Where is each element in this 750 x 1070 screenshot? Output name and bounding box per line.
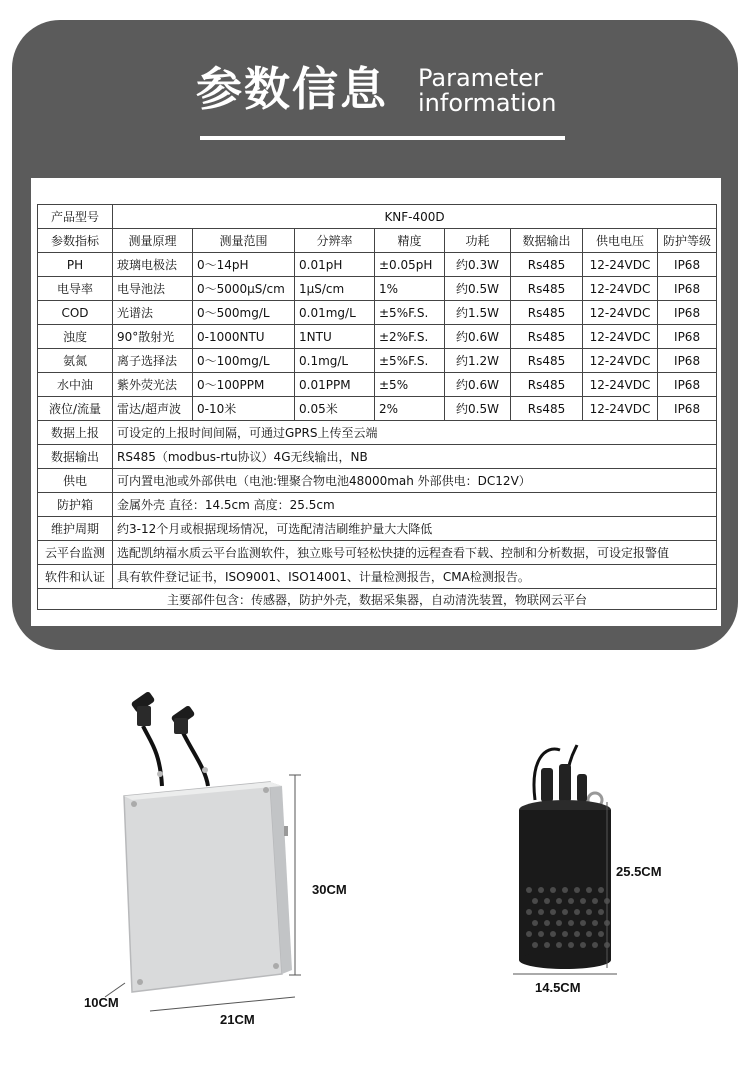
components-row (38, 589, 717, 610)
vent-hole (526, 887, 532, 893)
table-cell: 90°散射光 (113, 325, 193, 349)
info-row (38, 541, 717, 565)
table-cell: 0-1000NTU (193, 325, 295, 349)
table-cell: 电导池法 (113, 277, 193, 301)
spec-sheet (31, 178, 721, 626)
table-cell: 光谱法 (113, 301, 193, 325)
table-cell: 约0.6W (445, 325, 511, 349)
table-cell: ±2%F.S. (375, 325, 445, 349)
table-cell: Rs485 (511, 277, 583, 301)
table-cell: 0～14pH (193, 253, 295, 277)
vent-hole (538, 909, 544, 915)
info-value: 可设定的上报时间间隔，可通过GPRS上传至云端 (113, 421, 717, 445)
row-label: 浊度 (38, 325, 113, 349)
table-cell: 2% (375, 397, 445, 421)
vent-hole (544, 920, 550, 926)
info-row (38, 517, 717, 541)
info-label: 数据输出 (38, 445, 113, 469)
info-value: 选配凯纳福水质云平台监测软件，独立账号可轻松快捷的远程查看下载、控制和分析数据，可设定报警值 (113, 541, 717, 565)
table-cell: ±5%F.S. (375, 301, 445, 325)
model-label: 产品型号 (38, 205, 113, 229)
table-cell: 12-24VDC (583, 349, 658, 373)
vent-hole (550, 931, 556, 937)
model-value: KNF-400D (113, 205, 717, 229)
column-header: 供电电压 (583, 229, 658, 253)
table-cell: ±0.05pH (375, 253, 445, 277)
info-value: 约3-12个月或根据现场情况，可选配清洁刷维护量大大降低 (113, 517, 717, 541)
table-cell: 12-24VDC (583, 325, 658, 349)
info-row (38, 445, 717, 469)
box-depth-label: 10CM (84, 995, 119, 1010)
info-label: 防护箱 (38, 493, 113, 517)
table-cell: IP68 (658, 277, 717, 301)
info-row (38, 565, 717, 589)
table-cell: IP68 (658, 301, 717, 325)
vent-hole (532, 920, 538, 926)
info-value: 具有软件登记证书，ISO9001、ISO14001、计量检测报告，CMA检测报告。 (113, 565, 717, 589)
info-row (38, 421, 717, 445)
info-value: 可内置电池或外部供电（电池:锂聚合物电池48000mah 外部供电：DC12V） (113, 469, 717, 493)
row-label: COD (38, 301, 113, 325)
control-box-image (110, 686, 300, 1016)
info-label: 数据上报 (38, 421, 113, 445)
column-header: 参数指标 (38, 229, 113, 253)
vent-hole (562, 887, 568, 893)
table-cell: 玻璃电极法 (113, 253, 193, 277)
vent-hole (532, 942, 538, 948)
table-cell: 12-24VDC (583, 277, 658, 301)
row-label: 氨氮 (38, 349, 113, 373)
table-cell: 1μS/cm (295, 277, 375, 301)
table-cell: 0～100mg/L (193, 349, 295, 373)
sensor-height-dimension-line (597, 800, 617, 970)
table-cell: Rs485 (511, 349, 583, 373)
table-cell: IP68 (658, 349, 717, 373)
table-cell: IP68 (658, 397, 717, 421)
model-row (38, 205, 717, 229)
title-underline (200, 136, 565, 140)
column-header: 分辨率 (295, 229, 375, 253)
table-cell: 1NTU (295, 325, 375, 349)
info-row (38, 469, 717, 493)
table-row (38, 253, 717, 277)
table-cell: Rs485 (511, 325, 583, 349)
table-row (38, 373, 717, 397)
row-label: 电导率 (38, 277, 113, 301)
box-height-dimension-line (280, 770, 310, 980)
table-cell: 约1.2W (445, 349, 511, 373)
row-label: PH (38, 253, 113, 277)
table-cell: 0.01PPM (295, 373, 375, 397)
table-cell: 0～100PPM (193, 373, 295, 397)
column-header: 防护等级 (658, 229, 717, 253)
vent-hole (586, 909, 592, 915)
table-cell: 0.01pH (295, 253, 375, 277)
table-cell: 约1.5W (445, 301, 511, 325)
vent-hole (550, 909, 556, 915)
column-header: 数据输出 (511, 229, 583, 253)
vent-hole (586, 931, 592, 937)
table-cell: 0-10米 (193, 397, 295, 421)
vent-hole (562, 909, 568, 915)
sensor-diameter-label: 14.5CM (535, 980, 581, 995)
table-cell: Rs485 (511, 373, 583, 397)
vent-hole (568, 920, 574, 926)
table-cell: 1% (375, 277, 445, 301)
vent-hole (556, 920, 562, 926)
info-label: 维护周期 (38, 517, 113, 541)
vent-hole (568, 898, 574, 904)
info-label: 供电 (38, 469, 113, 493)
table-cell: 12-24VDC (583, 397, 658, 421)
row-label: 液位/流量 (38, 397, 113, 421)
table-cell: 12-24VDC (583, 373, 658, 397)
table-cell: Rs485 (511, 301, 583, 325)
column-header: 功耗 (445, 229, 511, 253)
table-cell: 0～500mg/L (193, 301, 295, 325)
vent-hole (550, 887, 556, 893)
vent-hole (574, 887, 580, 893)
table-cell: 雷达/超声波 (113, 397, 193, 421)
vent-hole (586, 887, 592, 893)
vent-hole (544, 942, 550, 948)
vent-hole (538, 887, 544, 893)
table-row (38, 349, 717, 373)
table-cell: 约0.6W (445, 373, 511, 397)
vent-hole (562, 931, 568, 937)
table-cell: 0.1mg/L (295, 349, 375, 373)
column-header: 测量原理 (113, 229, 193, 253)
table-cell: 离子选择法 (113, 349, 193, 373)
table-cell: 12-24VDC (583, 253, 658, 277)
vent-hole (526, 909, 532, 915)
table-row (38, 325, 717, 349)
title-en-line2: information (418, 89, 557, 117)
table-cell: 紫外荧光法 (113, 373, 193, 397)
header-row (38, 229, 717, 253)
vent-hole (580, 920, 586, 926)
row-label: 水中油 (38, 373, 113, 397)
vent-hole (568, 942, 574, 948)
table-cell: 0.05米 (295, 397, 375, 421)
table-cell: 约0.3W (445, 253, 511, 277)
table-row (38, 397, 717, 421)
table-cell: Rs485 (511, 253, 583, 277)
vent-hole (526, 931, 532, 937)
table-cell: IP68 (658, 325, 717, 349)
info-label: 云平台监测 (38, 541, 113, 565)
table-cell: 0.01mg/L (295, 301, 375, 325)
vent-hole (580, 898, 586, 904)
table-cell: ±5%F.S. (375, 349, 445, 373)
vent-hole (538, 931, 544, 937)
info-value: RS485（modbus-rtu协议）4G无线输出，NB (113, 445, 717, 469)
title-en-line1: Parameter (418, 64, 543, 92)
table-cell: 0～5000μS/cm (193, 277, 295, 301)
table-cell: 12-24VDC (583, 301, 658, 325)
info-value: 金属外壳 直径：14.5cm 高度：25.5cm (113, 493, 717, 517)
info-row (38, 493, 717, 517)
info-label: 软件和认证 (38, 565, 113, 589)
table-row (38, 277, 717, 301)
vent-hole (574, 909, 580, 915)
vent-hole (556, 942, 562, 948)
table-cell: IP68 (658, 253, 717, 277)
box-base-dimension-lines (100, 975, 300, 1015)
table-row (38, 301, 717, 325)
table-cell: Rs485 (511, 397, 583, 421)
page-title-english (418, 66, 578, 116)
column-header: 精度 (375, 229, 445, 253)
vent-hole (532, 898, 538, 904)
box-height-label: 30CM (312, 882, 347, 897)
vent-hole (544, 898, 550, 904)
table-cell: ±5% (375, 373, 445, 397)
table-cell: 约0.5W (445, 277, 511, 301)
page-title: 参数信息 (196, 62, 388, 116)
sensor-height-label: 25.5CM (616, 864, 662, 879)
spec-table (37, 204, 717, 610)
vent-hole (574, 931, 580, 937)
box-width-label: 21CM (220, 1012, 255, 1027)
vent-hole (580, 942, 586, 948)
vent-hole (556, 898, 562, 904)
column-header: 测量范围 (193, 229, 295, 253)
components-note: 主要部件包含：传感器，防护外壳，数据采集器，自动清洗装置，物联网云平台 (38, 589, 717, 610)
table-cell: 约0.5W (445, 397, 511, 421)
table-cell: IP68 (658, 373, 717, 397)
